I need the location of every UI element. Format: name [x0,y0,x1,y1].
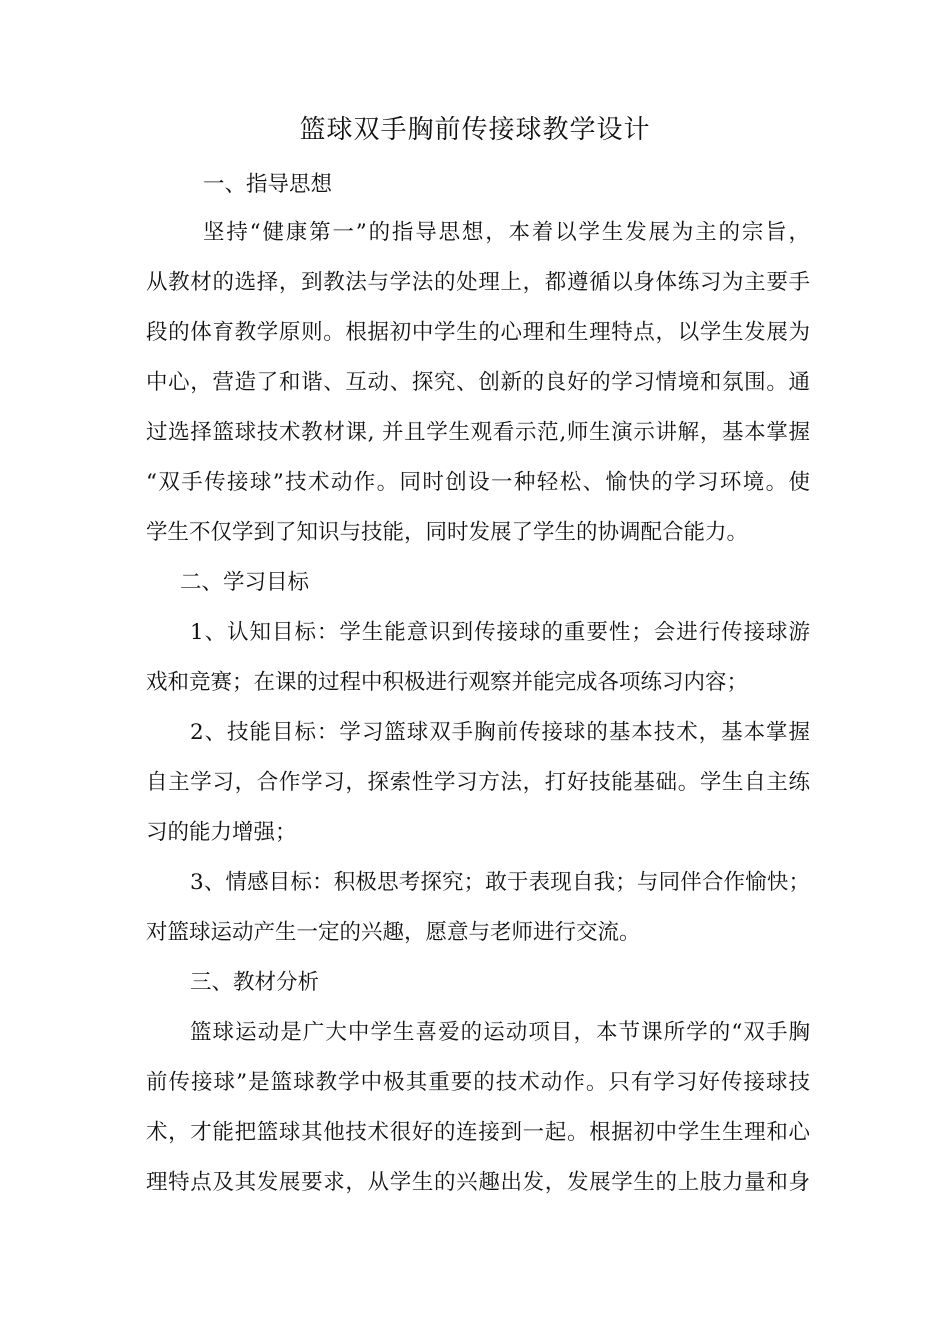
paragraph-line: 2、技能目标：学习篮球双手胸前传接球的基本技术，基本掌握 [190,720,810,745]
paragraph-line: 中心，营造了和谐、互动、探究、创新的良好的学习情境和氛围。通 [146,370,810,395]
paragraph-line: 过选择篮球技术教材课, 并且学生观看示范,师生演示讲解，基本掌握 [146,420,810,445]
paragraph-line: 篮球运动是广大中学生喜爱的运动项目，本节课所学的“双手胸 [190,1020,810,1045]
paragraph-line: 1、认知目标：学生能意识到传接球的重要性；会进行传接球游 [190,620,810,645]
paragraph-line: 自主学习，合作学习，探索性学习方法，打好技能基础。学生自主练 [146,770,810,795]
paragraph-line: 理特点及其发展要求，从学生的兴趣出发，发展学生的上肢力量和身 [146,1170,810,1195]
paragraph-line: 对篮球运动产生一定的兴趣，愿意与老师进行交流。 [146,920,641,945]
paragraph-line: “双手传接球”技术动作。同时创设一种轻松、愉快的学习环境。使 [146,470,810,495]
paragraph-line: 从教材的选择，到教法与学法的处理上，都遵循以身体练习为主要手 [146,270,810,295]
paragraph-line: 3、情感目标：积极思考探究；敢于表现自我；与同伴合作愉快； [190,870,810,895]
paragraph-line: 学生不仅学到了知识与技能，同时发展了学生的协调配合能力。 [146,520,749,545]
paragraph-line: 段的体育教学原则。根据初中学生的心理和生理特点，以学生发展为 [146,320,810,345]
section-heading-guiding-thought: 一、指导思想 [203,172,333,197]
paragraph-line: 习的能力增强； [146,820,297,845]
paragraph-line: 戏和竞赛；在课的过程中积极进行观察并能完成各项练习内容； [146,670,749,695]
document-title: 篮球双手胸前传接球教学设计 [299,115,651,145]
paragraph-line: 坚持“健康第一”的指导思想，本着以学生发展为主的宗旨， [203,220,810,245]
paragraph-line: 术，才能把篮球其他技术很好的连接到一起。根据初中学生生理和心 [146,1120,810,1145]
paragraph-line: 前传接球”是篮球教学中极其重要的技术动作。只有学习好传接球技 [146,1070,810,1095]
section-heading-learning-goals: 二、学习目标 [180,570,310,595]
section-heading-material-analysis: 三、教材分析 [190,970,320,995]
